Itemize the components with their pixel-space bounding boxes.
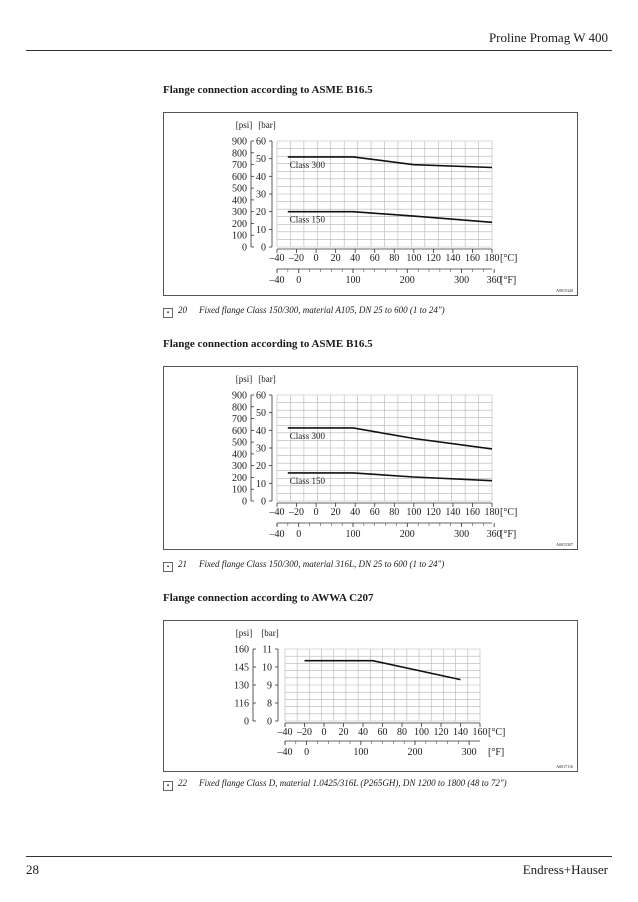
celsius-unit-label: [°C] <box>488 727 506 738</box>
psi-unit-label: [psi] <box>235 120 253 130</box>
celsius-tick-label: 180 <box>484 507 500 518</box>
celsius-tick-label: –20 <box>297 727 312 738</box>
bar-unit-label: [bar] <box>258 120 276 130</box>
bar-tick-label: 60 <box>256 390 266 402</box>
celsius-tick-label: 0 <box>321 727 327 738</box>
bar-tick-label: 9 <box>267 680 272 692</box>
psi-tick-label: 900 <box>232 390 247 402</box>
chart-svg <box>164 621 577 771</box>
psi-tick-label: 900 <box>232 136 247 148</box>
psi-tick-label: 700 <box>232 160 247 172</box>
image-id: A0017116 <box>556 764 573 769</box>
fahrenheit-tick-label: –40 <box>277 747 293 758</box>
celsius-tick-label: 20 <box>330 507 341 518</box>
footer-rule <box>26 856 612 857</box>
bar-tick-label: 50 <box>256 408 266 420</box>
bar-tick-label: 60 <box>256 136 266 148</box>
series-label: Class 150 <box>289 214 326 225</box>
series-label: Class 300 <box>289 159 326 170</box>
bar-tick-label: 10 <box>256 224 266 236</box>
celsius-tick-label: 100 <box>406 253 422 264</box>
fahrenheit-tick-label: 360 <box>486 529 502 540</box>
bar-tick-label: 10 <box>262 662 272 674</box>
celsius-tick-label: 0 <box>313 507 319 518</box>
bar-tick-label: 0 <box>261 496 266 508</box>
celsius-tick-label: 120 <box>425 507 441 518</box>
celsius-tick-label: 100 <box>414 727 429 738</box>
fahrenheit-tick-label: 100 <box>345 275 361 286</box>
fahrenheit-tick-label: 300 <box>454 275 470 286</box>
psi-tick-label: 800 <box>232 148 247 160</box>
series-label: Class 150 <box>289 475 326 486</box>
celsius-tick-label: 140 <box>453 727 468 738</box>
psi-tick-label: 0 <box>242 242 247 254</box>
bar-tick-label: 50 <box>256 154 266 166</box>
celsius-tick-label: 80 <box>389 253 400 264</box>
celsius-tick-label: 0 <box>313 253 319 264</box>
header-rule <box>26 50 612 51</box>
bar-tick-label: 0 <box>267 716 272 728</box>
psi-tick-label: 100 <box>232 484 247 496</box>
fahrenheit-tick-label: 100 <box>353 747 369 758</box>
figure-number: 20 <box>178 305 187 315</box>
psi-tick-label: 600 <box>232 425 247 437</box>
bar-tick-label: 20 <box>256 461 266 473</box>
celsius-tick-label: 160 <box>464 253 480 264</box>
running-header: Proline Promag W 400 <box>488 30 608 45</box>
chart-svg <box>164 367 577 549</box>
celsius-tick-label: 180 <box>484 253 500 264</box>
celsius-tick-label: 60 <box>377 727 388 738</box>
pressure-temperature-chart <box>163 620 578 772</box>
psi-tick-label: 300 <box>232 461 247 473</box>
caption-text: Fixed flange Class D, material 1.0425/316L (P265GH), DN 1200 to 1800 (48 to 72") <box>199 778 507 788</box>
celsius-tick-label: 80 <box>397 727 407 738</box>
figure-icon: ▪ <box>163 308 173 318</box>
fahrenheit-tick-label: 0 <box>296 529 302 540</box>
section-title: Flange connection according to ASME B16.5 <box>163 338 373 350</box>
caption-text: Fixed flange Class 150/300, material 316L, DN 25 to 600 (1 to 24") <box>199 559 445 569</box>
figure-caption <box>163 778 507 791</box>
psi-tick-label: 130 <box>234 680 249 692</box>
bar-tick-label: 40 <box>256 425 266 437</box>
pressure-temperature-chart <box>163 112 578 296</box>
figure-number: 21 <box>178 559 187 569</box>
celsius-tick-label: 140 <box>445 253 461 264</box>
bar-tick-label: 0 <box>261 242 266 254</box>
series-label: Class 300 <box>289 430 326 441</box>
fahrenheit-tick-label: 100 <box>345 529 361 540</box>
celsius-tick-label: 60 <box>369 507 380 518</box>
page-number: 28 <box>26 862 39 877</box>
celsius-tick-label: –40 <box>269 507 285 518</box>
celsius-tick-label: –40 <box>269 253 285 264</box>
bar-tick-label: 11 <box>262 644 272 656</box>
celsius-tick-label: 120 <box>433 727 449 738</box>
celsius-tick-label: 40 <box>350 507 361 518</box>
chart-svg <box>164 113 577 295</box>
fahrenheit-tick-label: 360 <box>486 275 502 286</box>
psi-tick-label: 116 <box>234 698 249 710</box>
celsius-tick-label: 20 <box>330 253 341 264</box>
celsius-tick-label: –20 <box>289 253 305 264</box>
bar-unit-label: [bar] <box>258 374 276 384</box>
psi-unit-label: [psi] <box>235 374 253 384</box>
fahrenheit-unit-label: [°F] <box>488 747 505 758</box>
fahrenheit-tick-label: –40 <box>269 275 285 286</box>
psi-tick-label: 200 <box>232 218 247 230</box>
psi-tick-label: 400 <box>232 195 247 207</box>
section-title: Flange connection according to ASME B16.5 <box>163 84 373 96</box>
celsius-tick-label: 160 <box>472 727 488 738</box>
bar-tick-label: 40 <box>256 171 266 183</box>
celsius-tick-label: 160 <box>464 507 480 518</box>
figure-icon: ▪ <box>163 781 173 791</box>
section-title: Flange connection according to AWWA C207 <box>163 592 374 604</box>
figure-caption <box>163 559 444 572</box>
fahrenheit-unit-label: [°F] <box>500 529 517 540</box>
celsius-tick-label: 120 <box>425 253 441 264</box>
celsius-tick-label: –40 <box>277 727 293 738</box>
bar-tick-label: 10 <box>256 478 266 490</box>
image-id: A0015320 <box>556 288 573 293</box>
psi-tick-label: 400 <box>232 449 247 461</box>
bar-tick-label: 20 <box>256 207 266 219</box>
celsius-tick-label: 40 <box>358 727 368 738</box>
psi-tick-label: 700 <box>232 414 247 426</box>
psi-tick-label: 800 <box>232 402 247 414</box>
image-id: A0015307 <box>556 542 573 547</box>
psi-tick-label: 200 <box>232 472 247 484</box>
brand-name: Endress+Hauser <box>522 862 608 877</box>
fahrenheit-tick-label: 200 <box>399 529 415 540</box>
figure-caption <box>163 305 445 318</box>
bar-tick-label: 30 <box>256 443 266 455</box>
psi-tick-label: 500 <box>232 183 247 195</box>
fahrenheit-tick-label: 200 <box>407 747 423 758</box>
celsius-tick-label: 20 <box>338 727 349 738</box>
figure-number: 22 <box>178 778 187 788</box>
celsius-unit-label: [°C] <box>500 507 518 518</box>
bar-tick-label: 30 <box>256 189 266 201</box>
psi-unit-label: [psi] <box>235 628 253 638</box>
psi-tick-label: 145 <box>234 662 249 674</box>
fahrenheit-tick-label: 300 <box>454 529 470 540</box>
fahrenheit-tick-label: 200 <box>399 275 415 286</box>
fahrenheit-unit-label: [°F] <box>500 275 517 286</box>
psi-tick-label: 0 <box>242 496 247 508</box>
celsius-tick-label: 100 <box>406 507 422 518</box>
psi-tick-label: 500 <box>232 437 247 449</box>
psi-tick-label: 300 <box>232 207 247 219</box>
psi-tick-label: 0 <box>244 716 249 728</box>
pressure-temperature-chart <box>163 366 578 550</box>
bar-unit-label: [bar] <box>261 628 279 638</box>
celsius-tick-label: 60 <box>369 253 380 264</box>
fahrenheit-tick-label: 300 <box>461 747 477 758</box>
fahrenheit-tick-label: 0 <box>304 747 310 758</box>
bar-tick-label: 8 <box>267 698 272 710</box>
psi-tick-label: 600 <box>232 171 247 183</box>
celsius-tick-label: 40 <box>350 253 361 264</box>
fahrenheit-tick-label: 0 <box>296 275 302 286</box>
celsius-unit-label: [°C] <box>500 253 518 264</box>
celsius-tick-label: 140 <box>445 507 461 518</box>
psi-tick-label: 160 <box>234 644 249 656</box>
celsius-tick-label: –20 <box>289 507 305 518</box>
figure-icon: ▪ <box>163 562 173 572</box>
celsius-tick-label: 80 <box>389 507 400 518</box>
caption-text: Fixed flange Class 150/300, material A105, DN 25 to 600 (1 to 24") <box>199 305 445 315</box>
psi-tick-label: 100 <box>232 230 247 242</box>
fahrenheit-tick-label: –40 <box>269 529 285 540</box>
